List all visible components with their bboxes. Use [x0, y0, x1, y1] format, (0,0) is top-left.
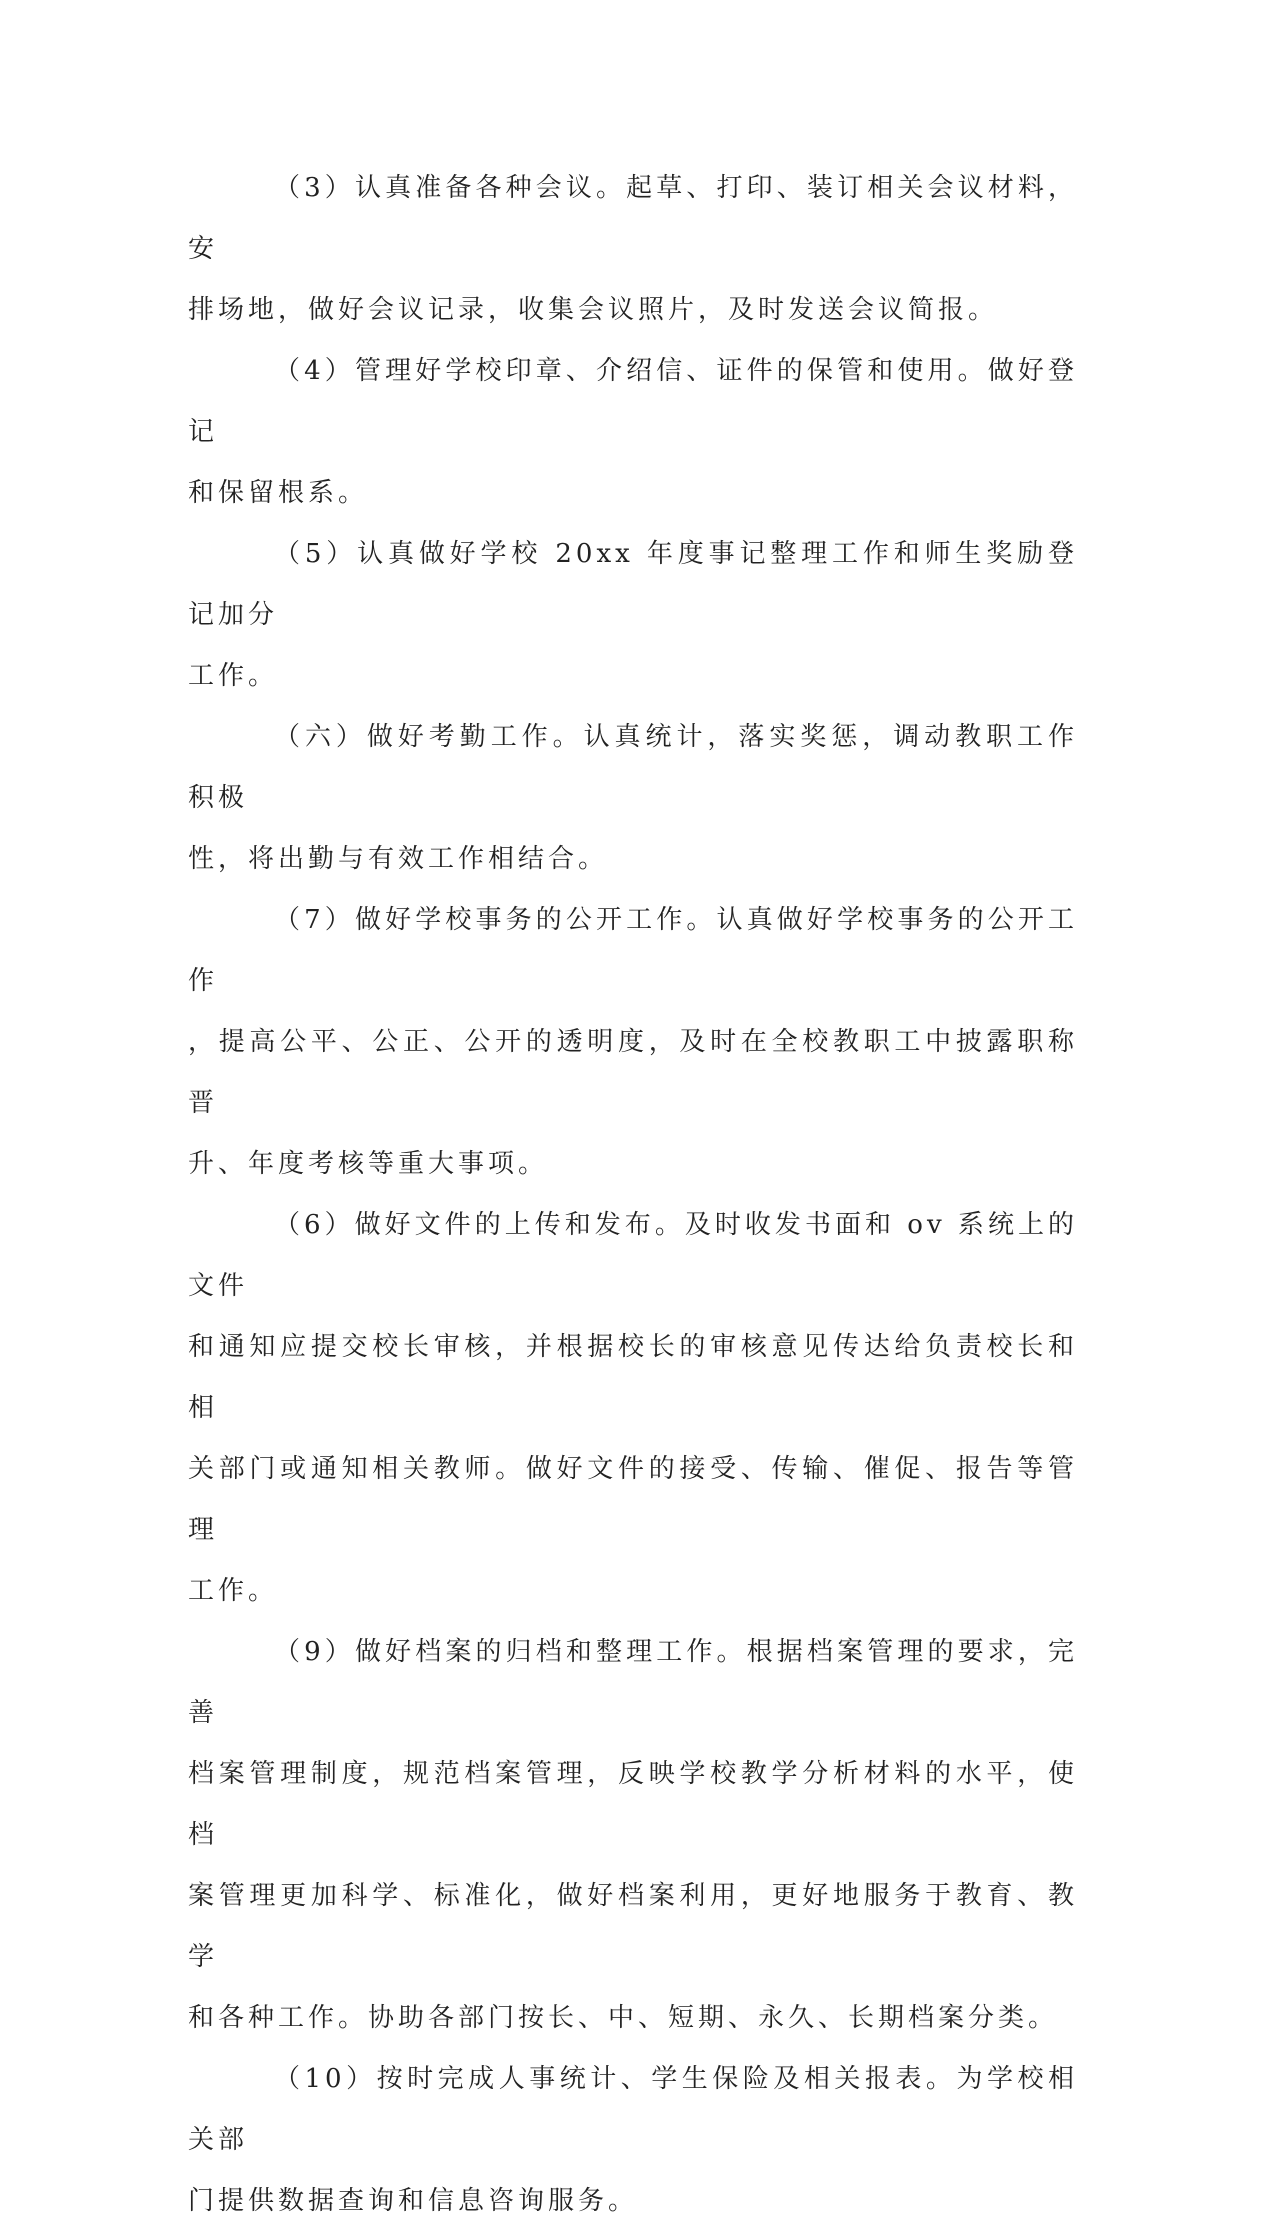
text-line: 升、年度考核等重大事项。 — [188, 1149, 549, 1179]
text-line: 排场地，做好会议记录，收集会议照片，及时发送会议简报。 — [188, 295, 999, 325]
document-body — [188, 158, 1078, 2232]
paragraph-public-affairs — [188, 890, 1078, 1195]
text-line: （7）做好学校事务的公开工作。认真做好学校事务的公开工作 — [188, 905, 1078, 996]
paragraph-meeting-prep — [188, 158, 1078, 341]
text-line: 和通知应提交校长审核，并根据校长的审核意见传达给负责校长和相 — [188, 1332, 1078, 1423]
text-line: （10）按时完成人事统计、学生保险及相关报表。为学校相关部 — [188, 2064, 1078, 2155]
text-line: （六）做好考勤工作。认真统计，落实奖惩，调动教职工作积极 — [188, 722, 1078, 813]
text-line: 案管理更加科学、标准化，做好档案利用，更好地服务于教育、教学 — [188, 1881, 1078, 1972]
text-line: 和保留根系。 — [188, 478, 369, 508]
text-line: 工作。 — [188, 661, 279, 691]
text-line: （9）做好档案的归档和整理工作。根据档案管理的要求，完善 — [188, 1637, 1078, 1728]
text-line: 档案管理制度，规范档案管理，反映学校教学分析材料的水平，使档 — [188, 1759, 1078, 1850]
text-line: 工作。 — [188, 1576, 279, 1606]
paragraph-archives — [188, 1622, 1078, 2049]
text-line: 和各种工作。协助各部门按长、中、短期、永久、长期档案分类。 — [188, 2003, 1059, 2033]
text-line: （3）认真准备各种会议。起草、打印、装订相关会议材料，安 — [188, 173, 1078, 264]
paragraph-attendance — [188, 707, 1078, 890]
text-line: 关部门或通知相关教师。做好文件的接受、传输、催促、报告等管理 — [188, 1454, 1078, 1545]
paragraph-file-distribution — [188, 1195, 1078, 1622]
paragraph-annual-records — [188, 524, 1078, 707]
text-line: （6）做好文件的上传和发布。及时收发书面和 ov 系统上的文件 — [188, 1210, 1078, 1301]
text-line: （4）管理好学校印章、介绍信、证件的保管和使用。做好登记 — [188, 356, 1078, 447]
text-line: 门提供数据查询和信息咨询服务。 — [188, 2186, 639, 2216]
text-line: ，提高公平、公正、公开的透明度，及时在全校教职工中披露职称晋 — [188, 1027, 1078, 1118]
text-line: 性，将出勤与有效工作相结合。 — [188, 844, 609, 874]
text-line: （5）认真做好学校 20xx 年度事记整理工作和师生奖励登记加分 — [188, 539, 1078, 630]
paragraph-seal-management — [188, 341, 1078, 524]
paragraph-statistics — [188, 2049, 1078, 2232]
